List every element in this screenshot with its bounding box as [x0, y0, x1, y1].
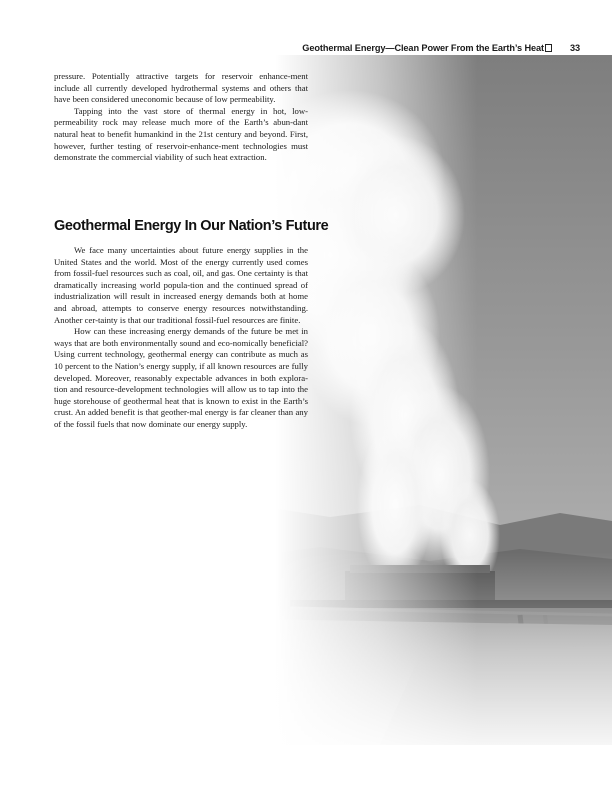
- section-heading: Geothermal Energy In Our Nation’s Future: [54, 218, 329, 234]
- intro-text-block: [54, 71, 308, 164]
- running-header-title: Geothermal Energy—Clean Power From the Earth’s Heat: [302, 43, 544, 53]
- paragraph: Tapping into the vast store of thermal energy in hot, low-permeability rock may release much more of the Earth’s abun-dant natural heat to benefit humankind in the 21st century and beyond. First, however, further testing of reservoir-enhance-ment technologies must demonstrate the commercial viability of such heat extraction.: [54, 105, 308, 163]
- paragraph: pressure. Potentially attractive targets for reservoir enhance-ment include all currently developed hydrothermal systems and others that have been considered uneconomic because of low permeability.: [54, 71, 308, 105]
- paragraph: How can these increasing energy demands of the future be met in ways that are both environmentally sound and eco-nomically beneficial? Using current technology, geothermal energy can contribute as much as 10 percent to the Nation’s energy supply, if all known resources are fully developed. Moreover, reasonably expectable advances in both explora-tion and resource-development technologies will allow us to tap into the huge storehouse of geothermal heat that is known to exist in the Earth’s crust. An added benefit is that geother-mal energy is far cleaner than any of the fossil fuels that now dominate our energy supply.: [54, 326, 308, 429]
- running-header: [300, 43, 580, 53]
- future-text-block: [54, 245, 308, 431]
- paragraph: We face many uncertainties about future energy supplies in the United States and the world. Most of the energy currently used comes from fossil-fuel resources such as coal, oil, and gas. One certainty is that dramatically increasing world popula-tion and the continued spread of industrialization will result in increased energy demands both at home and abroad, attempts to conserve energy resources notwithstanding. Another cer-tainty is that our traditional fossil-fuel resources are finite.: [54, 245, 308, 325]
- separator-box-icon: [545, 44, 552, 52]
- page-number: 33: [569, 43, 580, 53]
